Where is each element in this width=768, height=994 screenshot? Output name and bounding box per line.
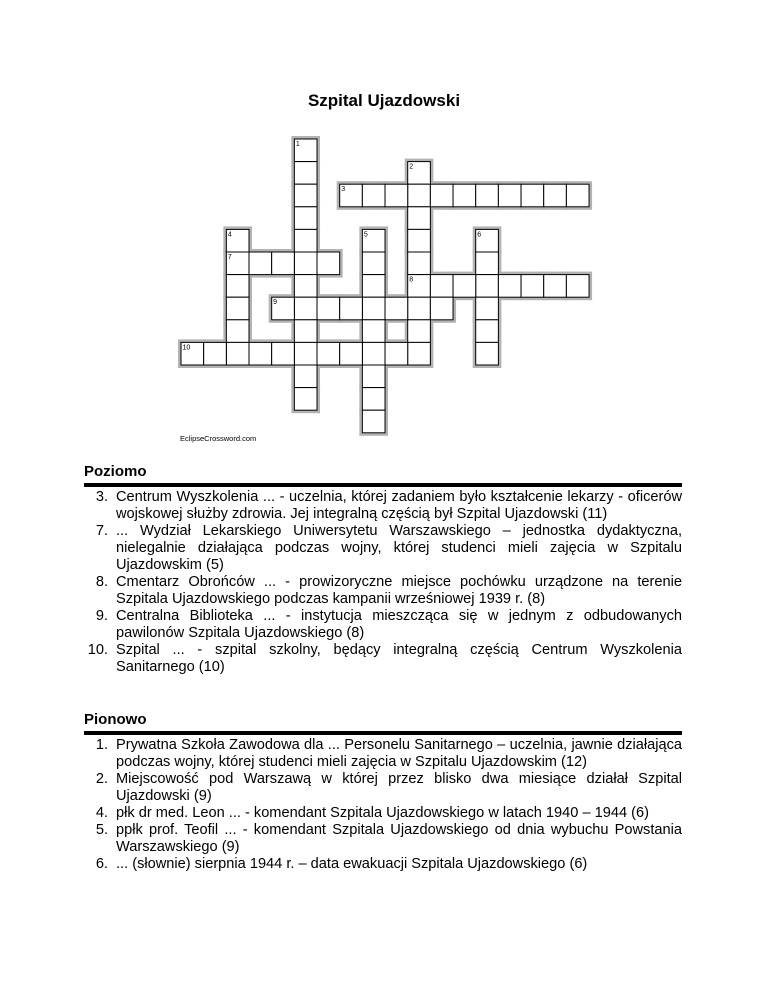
crossword-cell[interactable] [272,342,295,365]
crossword-cell[interactable] [385,342,408,365]
clue-number: 8. [95,574,108,590]
crossword-cell[interactable] [408,184,431,207]
crossword-cell[interactable] [566,275,589,298]
crossword-cell[interactable] [544,184,567,207]
clue-number: 3. [95,489,108,505]
clue-down-5 [84,822,682,856]
clue-number: 10. [87,642,108,658]
clue-down-1 [84,737,682,771]
crossword-cell[interactable] [362,297,385,320]
crossword-cell[interactable] [362,365,385,388]
clue-number: 1. [95,737,108,753]
crossword-cell[interactable] [476,275,499,298]
clue-number: 9. [95,608,108,624]
crossword-cell[interactable] [340,342,363,365]
crossword-cell[interactable] [476,297,499,320]
crossword-cell[interactable] [294,275,317,298]
crossword-cell[interactable] [362,410,385,433]
cell-number: 1 [295,141,300,148]
cell-number: 7 [227,254,232,261]
crossword-cell[interactable] [476,252,499,275]
clue-across-3 [84,489,682,523]
credit-text: EclipseCrossword.com [180,434,257,443]
crossword-cell[interactable] [362,320,385,343]
crossword-cell[interactable] [408,297,431,320]
crossword-cell[interactable] [453,184,476,207]
crossword-cell[interactable] [294,320,317,343]
clue-across-8 [84,574,682,608]
cell-number: 9 [273,299,278,307]
clue-down-2 [84,771,682,805]
clue-number: 6. [95,856,108,872]
crossword-cell[interactable] [408,342,431,365]
crossword-cell[interactable] [385,297,408,320]
clue-across-9 [84,608,682,642]
crossword-cell[interactable] [272,252,295,275]
crossword-cell[interactable] [430,275,453,298]
crossword-cell[interactable] [385,184,408,207]
clue-text: ... Wydział Lekarskiego Uniwersytetu Warszawskiego – jednostka dydaktyczna, nielegalnie działająca podczas wojny, której studenci mieli zajęcia w Szpitalu Ujazdowskim (5) [116,523,682,573]
crossword-cell[interactable] [521,184,544,207]
crossword-cell[interactable] [249,342,272,365]
across-clue-list [84,489,682,676]
clue-text: Miejscowość pod Warszawą w której przez blisko dwa miesiące działał Szpital Ujazdowski (9) [116,771,682,804]
crossword-cell[interactable] [498,184,521,207]
crossword-cell[interactable] [294,365,317,388]
down-section [84,711,682,873]
crossword-cell[interactable] [362,184,385,207]
down-rule [84,731,682,735]
clue-across-7 [84,523,682,574]
down-heading: Pionowo [84,711,147,728]
crossword-cell[interactable] [362,252,385,275]
crossword-cell[interactable] [226,342,249,365]
clue-text: ppłk prof. Teofil ... - komendant Szpitala Ujazdowskiego od dnia wybuchu Powstania Warszawskiego (9) [116,822,682,855]
crossword-cell[interactable] [317,342,340,365]
cell-number: 6 [477,231,482,239]
cell-number: 10 [182,344,191,352]
crossword-cell[interactable] [476,342,499,365]
crossword-cell[interactable] [453,275,476,298]
crossword-cell[interactable] [566,184,589,207]
crossword-cell[interactable] [362,342,385,365]
crossword-cell[interactable] [521,275,544,298]
cell-number: 2 [409,163,414,171]
cell-number: 8 [409,276,414,284]
crossword-cell[interactable] [294,342,317,365]
clue-down-6 [84,856,682,873]
clue-text: płk dr med. Leon ... - komendant Szpitala Ujazdowskiego w latach 1940 – 1944 (6) [116,805,649,821]
crossword-cell[interactable] [317,297,340,320]
crossword-cell[interactable] [294,297,317,320]
cell-number: 4 [227,231,232,239]
crossword-cell[interactable] [430,184,453,207]
across-section [84,463,682,676]
clue-text: Cmentarz Obrońców ... - prowizoryczne miejsce pochówku urządzone na terenie Szpitala Ujazdowskiego podczas kampanii wrześniowej 1939 r. (8) [116,574,682,607]
crossword-cell[interactable] [226,297,249,320]
crossword-cell[interactable] [498,275,521,298]
crossword-cell[interactable] [476,184,499,207]
crossword-cell[interactable] [226,275,249,298]
crossword-cell[interactable] [476,320,499,343]
crossword-cell[interactable] [249,252,272,275]
crossword-cell[interactable] [408,252,431,275]
crossword-cell[interactable] [362,388,385,411]
across-rule [84,483,682,487]
crossword-cell[interactable] [317,252,340,275]
crossword-cell[interactable] [294,207,317,230]
crossword-cell[interactable] [294,162,317,185]
down-clue-list [84,737,682,873]
crossword-cell[interactable] [294,184,317,207]
crossword-cell[interactable] [226,320,249,343]
clue-number: 4. [95,805,108,821]
crossword-cell[interactable] [294,388,317,411]
clue-text: ... (słownie) sierpnia 1944 r. – data ewakuacji Szpitala Ujazdowskiego (6) [116,856,588,872]
clue-across-10 [84,642,682,676]
clue-text: Centralna Biblioteka ... - instytucja mieszcząca się w jednym z odbudowanych pawilonów Szpitala Ujazdowskiego (8) [116,608,682,641]
clue-number: 7. [95,523,108,539]
clue-text: Centrum Wyszkolenia ... - uczelnia, której zadaniem było kształcenie lekarzy - oficerów wojskowej służby zdrowia. Jej integralną częścią był Szpital Ujazdowski (11) [116,489,682,522]
crossword-cell[interactable] [408,207,431,230]
clue-number: 2. [95,771,108,787]
crossword-cell[interactable] [294,229,317,252]
cell-number: 3 [341,186,346,194]
across-heading: Poziomo [84,463,147,480]
cell-number: 5 [363,231,368,239]
clue-down-4 [84,805,682,822]
clue-number: 5. [95,822,108,838]
crossword-cell[interactable] [362,275,385,298]
crossword-cell[interactable] [544,275,567,298]
page-title: Szpital Ujazdowski [307,91,461,110]
crossword-cell[interactable] [408,229,431,252]
crossword-cell[interactable] [204,342,227,365]
crossword-grid [0,0,768,450]
crossword-cell[interactable] [408,320,431,343]
crossword-cell[interactable] [340,297,363,320]
crossword-cell[interactable] [430,297,453,320]
clue-text: Szpital ... - szpital szkolny, będący integralną częścią Centrum Wyszkolenia Sanitarnego (10) [116,642,682,675]
crossword-cell[interactable] [294,252,317,275]
clue-text: Prywatna Szkoła Zawodowa dla ... Personelu Sanitarnego – uczelnia, jawnie działająca podczas wojny, której studenci mieli zajęcia w Szpitalu Ujazdowskim (12) [116,737,682,770]
